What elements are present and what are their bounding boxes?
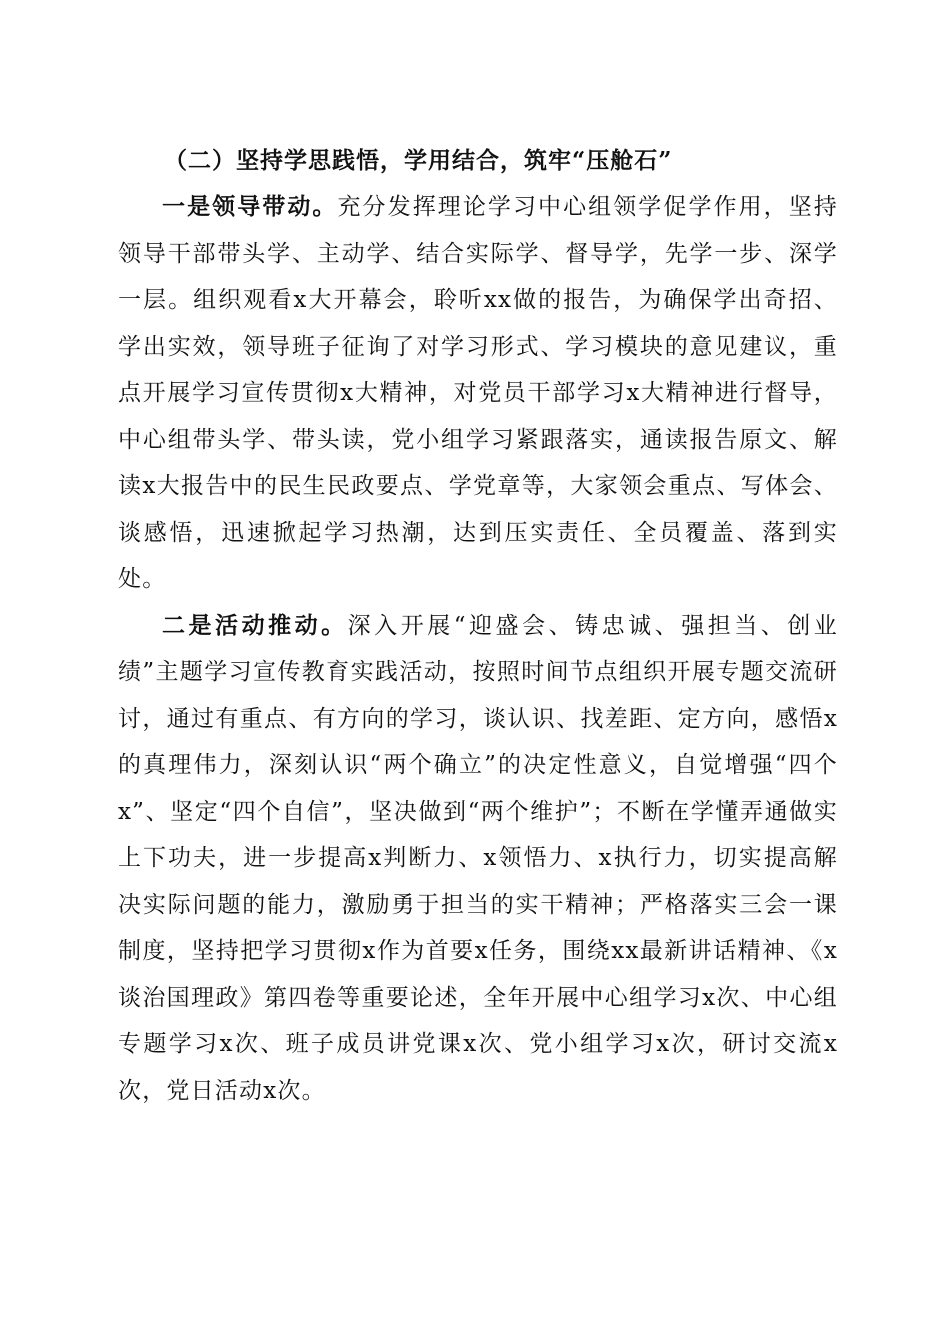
section-heading: （二）坚持学思践悟，学用结合，筑牢“压舱石” [164, 147, 673, 174]
paragraph-text: 深入开展“迎盛会、铸忠诚、强担当、创业绩”主题学习宣传教育实践活动，按照时间节点组织开展专题交流研讨，通过有重点、有方向的学习，谈认识、找差距、定方向，感悟x的真理伟力，深刻认识“两个确立”的决定性意义，自觉增强“四个x”、坚定“四个自信”，坚决做到“两个维护”；不断在学懂弄通做实上下功夫，进一步提高x判断力、x领悟力、x执行力，切实提高解决实际问题的能力，激励勇于担当的实干精神；严格落实三会一课制度，坚持把学习贯彻x作为首要x任务，围绕xx最新讲话精神、《x谈治国理政》第四卷等重要论述，全年开展中心组学习x次、中心组专题学习x次、班子成员讲党课x次、党小组学习x次，研讨交流x次，党日活动x次。 [118, 612, 838, 1104]
paragraph-lead: 二是活动推动。 [162, 611, 348, 639]
paragraph-activities [118, 603, 838, 1115]
paragraph-lead: 一是领导带动。 [162, 193, 338, 220]
paragraph-leadership [118, 184, 838, 603]
paragraph-text: 充分发挥理论学习中心组领学促学作用，坚持领导干部带头学、主动学、结合实际学、督导学，先学一步、深学一层。组织观看x大开幕会，聆听xx做的报告，为确保学出奇招、学出实效，领导班子征询了对学习形式、学习模块的意见建议，重点开展学习宣传贯彻x大精神，对党员干部学习x大精神进行督导，中心组带头学、带头读，党小组学习紧跟落实，通读报告原文、解读x大报告中的民生民政要点、学党章等，大家领会重点、写体会、谈感悟，迅速掀起学习热潮，达到压实责任、全员覆盖、落到实处。 [118, 194, 838, 592]
document-body [118, 138, 838, 1114]
